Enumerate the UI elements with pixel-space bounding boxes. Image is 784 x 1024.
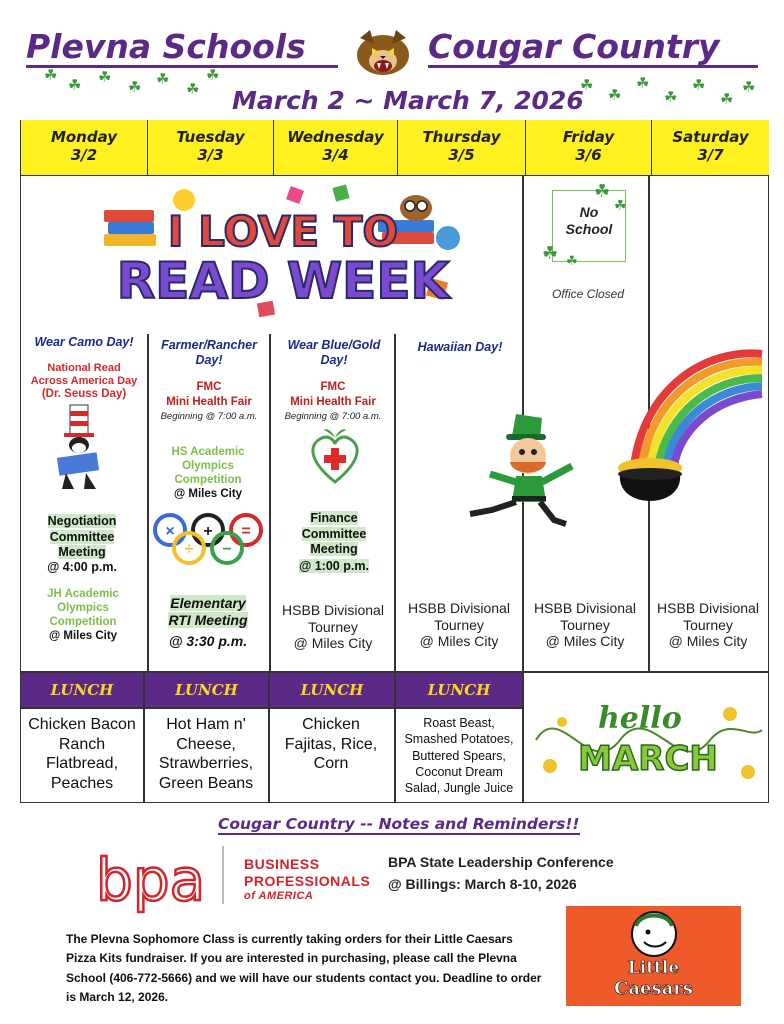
- shamrock-icon: ☘: [720, 91, 734, 108]
- lunch-header: LUNCH: [396, 673, 522, 707]
- blue-gold-day: Wear Blue/Gold Day!: [287, 338, 381, 367]
- rti-meeting-label: Elementary RTI Meeting: [168, 595, 248, 628]
- shamrock-icon: ☘: [68, 77, 82, 94]
- bpa-conference-date: @ Billings: March 8-10, 2026: [388, 875, 577, 892]
- bpa-conference: [388, 852, 614, 895]
- shamrock-icon: ☘: [98, 69, 112, 86]
- jh-olympics: JH Academic Olympics Competition: [47, 588, 119, 628]
- shamrock-icon: ☘: [580, 77, 594, 94]
- column-divider: [269, 334, 271, 671]
- column-divider: [522, 671, 524, 803]
- day-date: 3/6: [575, 146, 602, 164]
- hsbb-tourney: HSBB Divisional Tourney: [408, 600, 510, 633]
- bpa-name-line2: PROFESSIONALS: [244, 873, 371, 889]
- lunch-tuesday: Hot Ham n' Cheese, Strawberries, Green Beans: [158, 716, 254, 792]
- read-week-banner: [98, 180, 468, 330]
- rainbow-pot-of-gold-icon: [610, 338, 766, 530]
- day-name: Friday: [562, 128, 615, 146]
- day-header-tuesday: [148, 120, 274, 176]
- row-divider: [20, 707, 523, 709]
- fair-time: Beginning @ 7:00 a.m.: [284, 411, 382, 422]
- hello-march-graphic: [530, 680, 766, 798]
- banner-line2: READ WEEK: [116, 252, 450, 310]
- finance-time-label: @ 1:00 p.m.: [299, 559, 369, 573]
- fmc-label: FMC: [196, 381, 222, 393]
- svg-text:+: +: [203, 523, 213, 540]
- banner-line1: I LOVE TO: [167, 207, 399, 256]
- day-date: 3/7: [697, 146, 724, 164]
- day-header-friday: [526, 120, 652, 176]
- lunch-header: LUNCH: [270, 673, 394, 707]
- dr-seuss-day: (Dr. Seuss Day): [41, 388, 127, 400]
- health-heart-icon: [306, 424, 364, 486]
- shamrock-icon: ☘: [664, 89, 678, 106]
- shamrock-icon: ☘: [594, 181, 611, 201]
- svg-text:×: ×: [165, 523, 175, 540]
- day-date: 3/5: [448, 146, 475, 164]
- lunch-monday: Chicken Bacon Ranch Flatbread, Peaches: [28, 716, 136, 792]
- hello-text: hello: [598, 701, 682, 736]
- day-name: Thursday: [422, 128, 501, 146]
- little-caesars-logo: [566, 906, 741, 1006]
- lunch-thursday: Roast Beast, Smashed Potatoes, Buttered Spears, Coconut Dream Salad, Jungle Juice: [404, 716, 514, 795]
- negotiation-meeting-label: Negotiation Committee Meeting: [47, 514, 117, 560]
- rti-time: @ 3:30 p.m.: [168, 633, 248, 649]
- day-name: Saturday: [672, 128, 749, 146]
- hsbb-location: @ Miles City: [668, 633, 748, 649]
- day-date: 3/3: [197, 146, 224, 164]
- no-school-text: No School: [565, 204, 613, 237]
- office-closed: Office Closed: [551, 287, 625, 301]
- bpa-logo: [92, 838, 212, 920]
- bpa-divider: [222, 846, 224, 904]
- bpa-conference-title: BPA State Leadership Conference: [388, 854, 614, 870]
- svg-text:−: −: [222, 541, 232, 558]
- leprechaun-icon: [462, 410, 590, 536]
- little-caesars-line2: Caesars: [614, 978, 693, 999]
- mini-health-fair: Mini Health Fair: [166, 396, 252, 408]
- hsbb-tourney: HSBB Divisional Tourney: [282, 602, 384, 635]
- lunch-header: LUNCH: [145, 673, 268, 707]
- school-title: Plevna Schools: [26, 30, 338, 68]
- negotiation-meeting: [34, 514, 130, 561]
- jh-olympics-location: @ Miles City: [48, 630, 118, 642]
- finance-meeting: [286, 511, 382, 558]
- hsbb-location: @ Miles City: [419, 633, 499, 649]
- negotiation-time: @ 4:00 p.m.: [47, 560, 117, 574]
- fmc-label: FMC: [320, 381, 346, 393]
- shamrock-icon: ☘: [186, 81, 200, 98]
- shamrock-icon: ☘: [742, 79, 756, 96]
- hs-olympics-location: @ Miles City: [173, 488, 243, 500]
- farmer-rancher-day: Farmer/Rancher Day!: [161, 338, 257, 367]
- hsbb-tourney: HSBB Divisional Tourney: [657, 600, 759, 633]
- finance-time: [286, 559, 382, 575]
- shamrock-icon: ☘: [128, 79, 142, 96]
- day-name: Monday: [50, 128, 118, 146]
- hawaiian-day: Hawaiian Day!: [417, 340, 503, 354]
- mini-health-fair: Mini Health Fair: [290, 396, 376, 408]
- day-header-wednesday: [274, 120, 398, 176]
- bpa-name-line3: of AMERICA: [244, 890, 314, 902]
- svg-text:÷: ÷: [184, 541, 194, 558]
- little-caesars-line1: Little: [627, 958, 680, 978]
- notes-title: Cougar Country -- Notes and Reminders!!: [218, 815, 580, 833]
- math-rings-icon: [150, 510, 268, 570]
- fundraiser-notice: [66, 930, 546, 1008]
- cougar-icon: [352, 28, 414, 78]
- date-range: March 2 ~ March 7, 2026: [232, 86, 584, 115]
- lunch-header: LUNCH: [21, 673, 143, 707]
- national-read-day: National Read Across America Day: [30, 362, 138, 388]
- svg-text:=: =: [241, 523, 251, 540]
- shamrock-icon: ☘: [692, 77, 706, 94]
- day-name: Wednesday: [287, 128, 384, 146]
- day-date: 3/4: [322, 146, 349, 164]
- march-text: MARCH: [578, 739, 718, 779]
- shamrock-icon: ☘: [566, 253, 578, 268]
- column-divider: [394, 334, 396, 671]
- day-name: Tuesday: [176, 128, 245, 146]
- shamrock-icon: ☘: [542, 243, 559, 263]
- cat-in-the-hat-icon: [52, 403, 108, 493]
- cougar-country-title: Cougar Country: [428, 30, 758, 68]
- shamrock-icon: ☘: [156, 71, 170, 88]
- shamrock-icon: ☘: [44, 67, 58, 84]
- bpa-name-line1: BUSINESS: [244, 856, 320, 872]
- day-header-thursday: [398, 120, 526, 176]
- fundraiser-text: The Plevna Sophomore Class is currently taking orders for their Little Caesars Pizza Kits fundraiser. If you are interested in purchasing, please call the Plevna School (406-772-5666) and we will have our students contact you. Deadline to order is: [66, 932, 542, 1005]
- day-header-saturday: [652, 120, 769, 176]
- camo-day: Wear Camo Day!: [34, 335, 134, 349]
- shamrock-icon: ☘: [636, 75, 650, 92]
- finance-meeting-label: Finance Committee Meeting: [301, 511, 367, 557]
- shamrock-icon: ☘: [206, 67, 220, 84]
- hsbb-location: @ Miles City: [293, 635, 373, 651]
- caesar-icon: [626, 908, 682, 960]
- day-date: 3/2: [70, 146, 98, 164]
- hs-olympics: HS Academic Olympics Competition: [171, 446, 245, 486]
- column-divider: [147, 334, 149, 671]
- shamrock-icon: ☘: [614, 197, 627, 213]
- fundraiser-deadline: March 12, 2026.: [79, 990, 169, 1005]
- fair-time: Beginning @ 7:00 a.m.: [160, 411, 258, 422]
- hsbb-location: @ Miles City: [545, 633, 625, 649]
- bpa-logo-text: bpa: [96, 846, 206, 914]
- lunch-wednesday: Chicken Fajitas, Rice, Corn: [284, 716, 378, 773]
- shamrock-icon: ☘: [608, 87, 622, 104]
- rti-meeting: [158, 595, 258, 629]
- hsbb-tourney: HSBB Divisional Tourney: [534, 600, 636, 633]
- day-header-monday: [21, 120, 148, 176]
